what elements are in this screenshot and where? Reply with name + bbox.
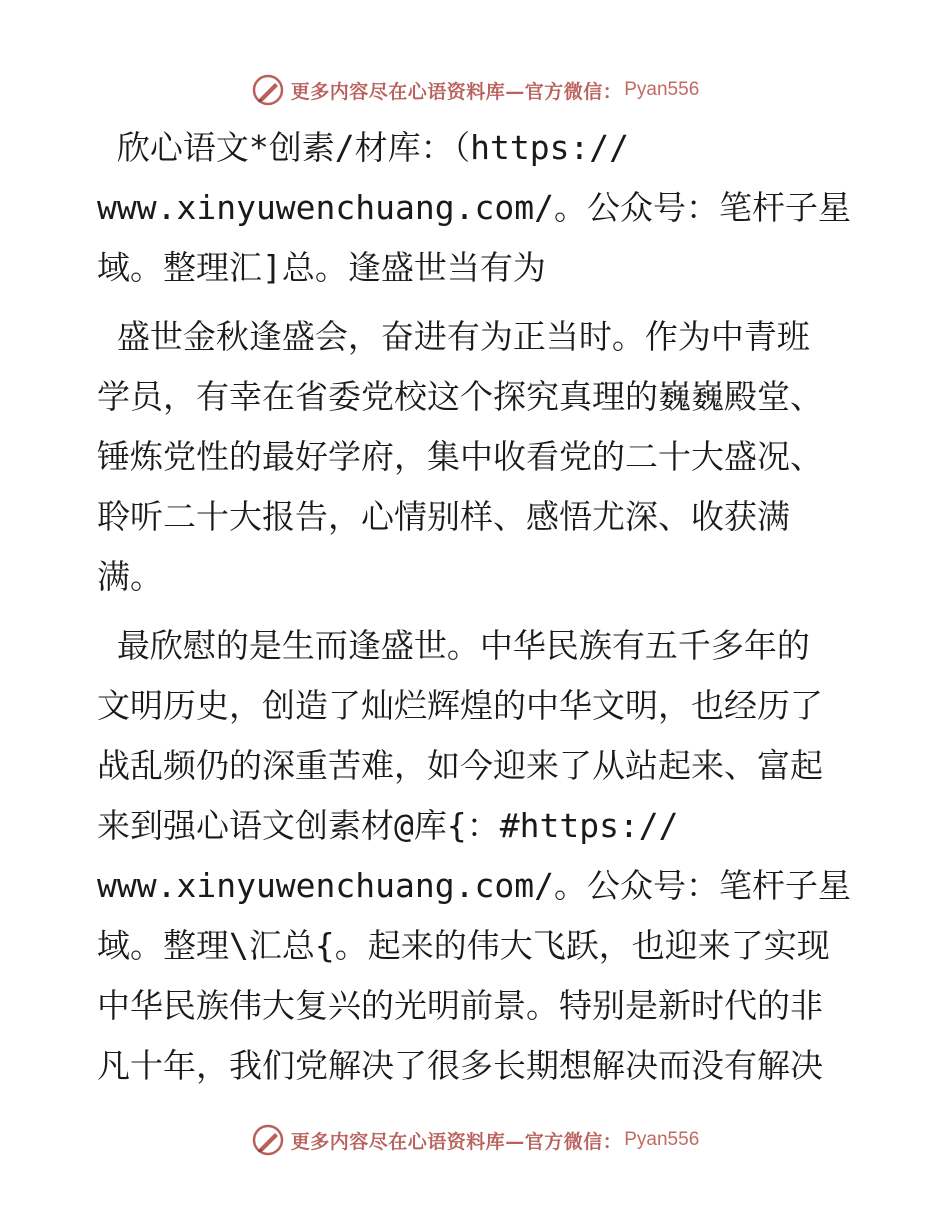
text-line: 中华民族伟大复兴的光明前景。特别是新时代的非 xyxy=(97,986,823,1025)
text-line: www.xinyuwenchuang.com/。公众号：笔杆子星 xyxy=(97,188,851,227)
pen-circle-logo-icon xyxy=(251,1123,285,1157)
text-line: 域。整理\汇总{。起来的伟大飞跃，也迎来了实现 xyxy=(97,926,830,965)
text-line: 满。 xyxy=(97,557,163,596)
paragraph-3 xyxy=(97,616,857,1096)
text-line: 凡十年，我们党解决了很多长期想解决而没有解决 xyxy=(97,1046,823,1085)
banner-text: 更多内容尽在心语资料库—官方微信： xyxy=(290,1130,623,1153)
banner-wechat-id: Pyan556 xyxy=(624,1129,700,1150)
text-line: 域。整理汇]总。逢盛世当有为 xyxy=(97,248,546,287)
document-body xyxy=(97,118,857,1105)
text-line: 聆听二十大报告，心情别样、感悟尤深、收获满 xyxy=(97,497,790,536)
pen-circle-logo-icon xyxy=(251,73,285,107)
banner-text: 更多内容尽在心语资料库—官方微信： xyxy=(290,80,623,103)
header-watermark-banner xyxy=(0,70,950,110)
text-line: 学员，有幸在省委党校这个探究真理的巍巍殿堂、 xyxy=(97,377,823,416)
text-line: 欣心语文*创素/材库：（https:// xyxy=(97,128,630,167)
paragraph-1 xyxy=(97,118,857,298)
text-line: 盛世金秋逢盛会，奋进有为正当时。作为中青班 xyxy=(97,317,810,356)
text-line: 来到强心语文创素材@库{：#https:// xyxy=(97,806,679,845)
banner-wechat-id: Pyan556 xyxy=(624,79,700,100)
text-line: 文明历史，创造了灿烂辉煌的中华文明，也经历了 xyxy=(97,686,823,725)
text-line: 最欣慰的是生而逢盛世。中华民族有五千多年的 xyxy=(97,626,810,665)
paragraph-2 xyxy=(97,307,857,607)
text-line: 战乱频仍的深重苦难，如今迎来了从站起来、富起 xyxy=(97,746,823,785)
text-line: www.xinyuwenchuang.com/。公众号：笔杆子星 xyxy=(97,866,851,905)
footer-watermark-banner xyxy=(0,1120,950,1160)
text-line: 锤炼党性的最好学府，集中收看党的二十大盛况、 xyxy=(97,437,823,476)
